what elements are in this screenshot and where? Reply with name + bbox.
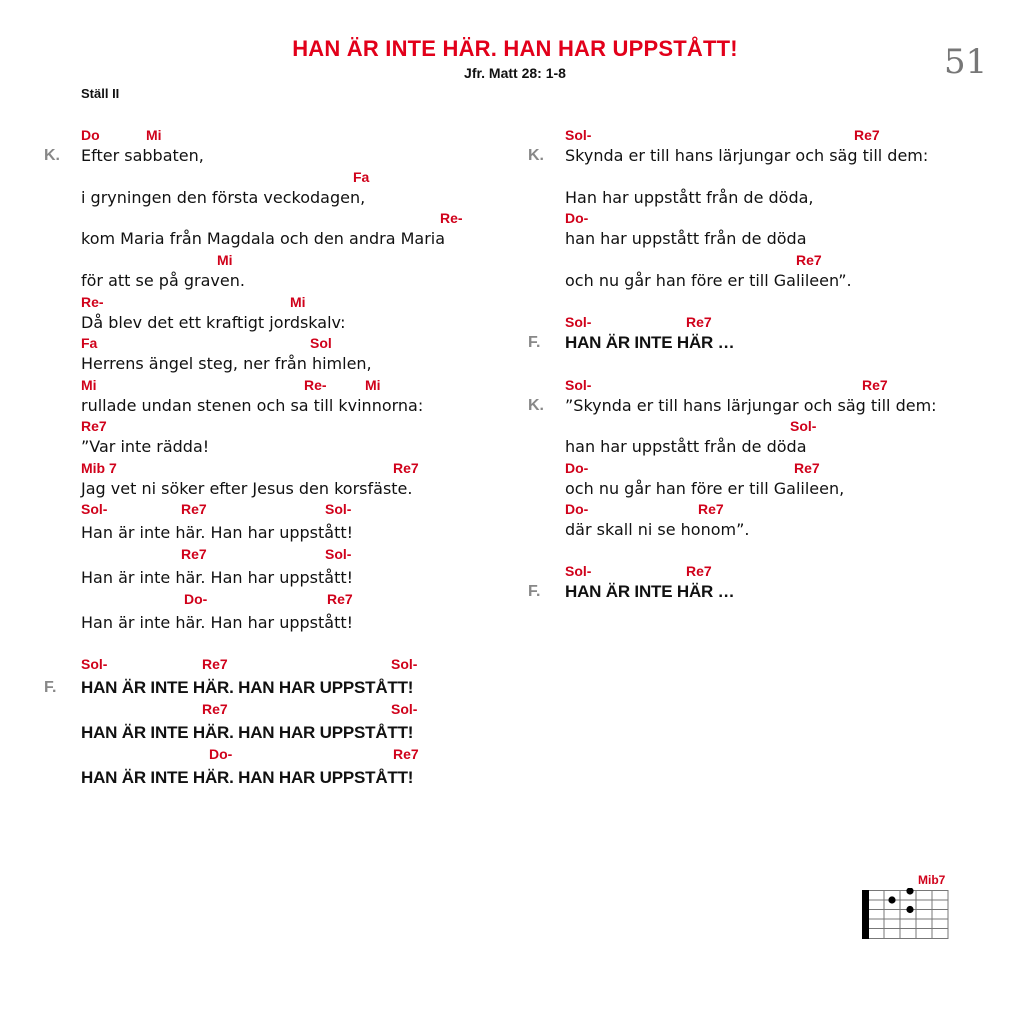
lyric-line: han har uppstått från de döda: [565, 437, 807, 456]
lyric-line: Han har uppstått från de döda,: [565, 188, 814, 207]
lyric-line: ”Skynda er till hans lärjungar och säg till dem:: [565, 396, 937, 415]
chord: Sol-: [81, 656, 108, 672]
chord: Sol-: [565, 127, 592, 143]
chord: Re-: [304, 377, 327, 393]
capo-instruction: Ställ II: [81, 86, 120, 101]
chord: Mi: [81, 377, 97, 393]
chord: Re7: [202, 701, 228, 717]
page-title: HAN ÄR INTE HÄR. HAN HAR UPPSTÅTT!: [292, 36, 738, 61]
chord: Sol-: [325, 546, 352, 562]
chord: Re7: [393, 746, 419, 762]
chord: Sol-: [790, 418, 817, 434]
lyric-line: och nu går han före er till Galileen,: [565, 479, 845, 498]
chord: Sol-: [391, 701, 418, 717]
lyric-line: rullade undan stenen och sa till kvinnorna:: [81, 396, 424, 415]
chord: Sol-: [565, 563, 592, 579]
chord: Sol-: [81, 501, 108, 517]
chord: Mi: [290, 294, 306, 310]
chord: Fa: [353, 169, 370, 185]
chord: Re7: [181, 501, 207, 517]
lyric-line: HAN ÄR INTE HÄR. HAN HAR UPPSTÅTT!: [81, 723, 414, 742]
lyric-line: där skall ni se honom”.: [565, 520, 750, 539]
chord: Re7: [796, 252, 822, 268]
page-number: 51: [944, 42, 988, 82]
chord: Sol-: [565, 377, 592, 393]
lyric-line: kom Maria från Magdala och den andra Maria: [81, 229, 446, 248]
chord: Mib 7: [81, 460, 117, 476]
chord: Re7: [202, 656, 228, 672]
lyric-line: och nu går han före er till Galileen”.: [565, 271, 852, 290]
chord: Sol-: [565, 314, 592, 330]
lyric-line: Han är inte här. Han har uppstått!: [81, 568, 354, 587]
chord: Re7: [686, 314, 712, 330]
chord: Re-: [440, 210, 463, 226]
chord: Do-: [184, 591, 208, 607]
lyric-line: ”Var inte rädda!: [81, 437, 210, 456]
lyric-line: Herrens ängel steg, ner från himlen,: [81, 354, 372, 373]
lyric-line: Efter sabbaten,: [81, 146, 204, 165]
lyric-line: Skynda er till hans lärjungar och säg till dem:: [565, 146, 929, 165]
section-marker: K.: [44, 147, 60, 164]
lyric-line: han har uppstått från de döda: [565, 229, 807, 248]
chord: Re7: [181, 546, 207, 562]
chord: Re7: [698, 501, 724, 517]
chord: Do-: [209, 746, 233, 762]
chord-diagram-dot: [888, 896, 895, 903]
chord: Mi: [146, 127, 162, 143]
chord: Mi: [365, 377, 381, 393]
chord: Do-: [565, 501, 589, 517]
chord-diagram-label: Mib7: [918, 873, 946, 887]
chord: Mi: [217, 252, 233, 268]
section-marker: F.: [44, 679, 57, 696]
chord-diagram-dot: [906, 888, 913, 895]
chord-diagram: [860, 888, 952, 942]
section-marker: F.: [528, 334, 541, 351]
chord: Re7: [81, 418, 107, 434]
chord: Sol-: [325, 501, 352, 517]
chord-diagram-dot: [906, 906, 913, 913]
chord: Re7: [862, 377, 888, 393]
chord: Re-: [81, 294, 104, 310]
chord: Sol-: [391, 656, 418, 672]
lyric-line: HAN ÄR INTE HÄR. HAN HAR UPPSTÅTT!: [81, 678, 414, 697]
chord: Re7: [794, 460, 820, 476]
chord: Re7: [686, 563, 712, 579]
lyric-line: HAN ÄR INTE HÄR …: [565, 333, 735, 352]
lyric-line: i gryningen den första veckodagen,: [81, 188, 366, 207]
section-marker: K.: [528, 147, 544, 164]
chord: Re7: [854, 127, 880, 143]
section-marker: K.: [528, 397, 544, 414]
chord: Sol: [310, 335, 332, 351]
chord-diagram-nut: [862, 890, 869, 939]
lyric-line: HAN ÄR INTE HÄR. HAN HAR UPPSTÅTT!: [81, 768, 414, 787]
chord: Re7: [327, 591, 353, 607]
chord: Do: [81, 127, 100, 143]
lyric-line: för att se på graven.: [81, 271, 245, 290]
chord-diagram-grid: [869, 890, 948, 939]
chord: Fa: [81, 335, 98, 351]
lyric-line: HAN ÄR INTE HÄR …: [565, 582, 735, 601]
lyric-line: Han är inte här. Han har uppstått!: [81, 523, 354, 542]
lyric-line: Jag vet ni söker efter Jesus den korsfäste.: [81, 479, 413, 498]
lyric-line: Han är inte här. Han har uppstått!: [81, 613, 354, 632]
chord: Re7: [393, 460, 419, 476]
section-marker: F.: [528, 583, 541, 600]
chord: Do-: [565, 210, 589, 226]
chord: Do-: [565, 460, 589, 476]
scripture-reference: Jfr. Matt 28: 1-8: [464, 65, 566, 81]
lyric-line: Då blev det ett kraftigt jordskalv:: [81, 313, 346, 332]
